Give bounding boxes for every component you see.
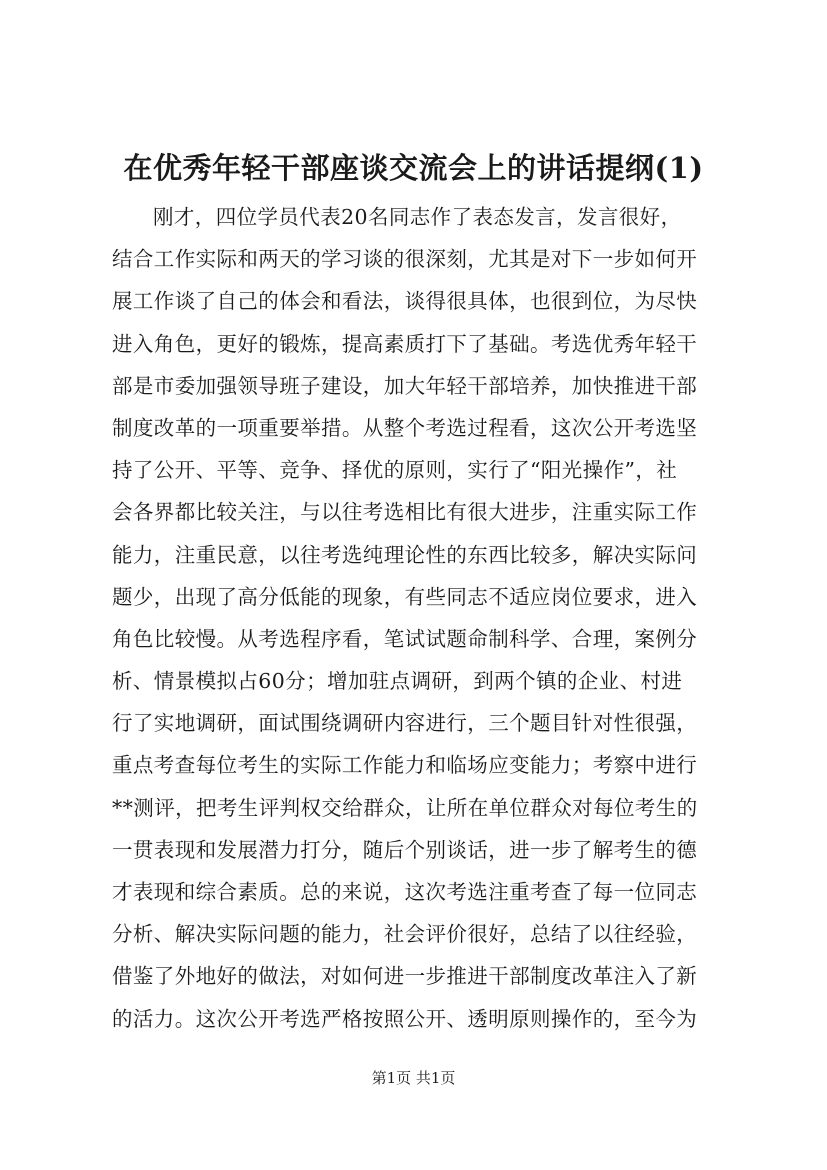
- body-line: 持了公开、平等、竞争、择优的原则，实行了“阳光操作”，社: [112, 458, 678, 483]
- body-line: 角色比较慢。从考选程序看，笔试试题命制科学、合理，案例分: [112, 626, 698, 651]
- body-line: 行了实地调研，面试围绕调研内容进行，三个题目针对性很强，: [112, 711, 698, 736]
- body-line: 分析、解决实际问题的能力，社会评价很好，总结了以往经验，: [112, 922, 698, 947]
- document-body: [112, 196, 720, 1040]
- body-line: 借鉴了外地好的做法，对如何进一步推进干部制度改革注入了新: [112, 964, 698, 989]
- body-line: 刚才，四位学员代表20名同志作了表态发言，发言很好，: [153, 205, 682, 229]
- body-line: **测评，把考生评判权交给群众，让所在单位群众对每位考生的: [112, 795, 698, 820]
- body-line: 能力，注重民意，以往考选纯理论性的东西比较多，解决实际问: [112, 542, 698, 567]
- body-line: 题少，出现了高分低能的现象，有些同志不适应岗位要求，进入: [112, 584, 698, 609]
- body-line: 制度改革的一项重要举措。从整个考选过程看，这次公开考选坚: [112, 415, 698, 440]
- body-line: 会各界都比较关注，与以往考选相比有很大进步，注重实际工作: [112, 500, 698, 525]
- body-line: 结合工作实际和两天的学习谈的很深刻，尤其是对下一步如何开: [112, 247, 698, 272]
- body-line: 进入角色，更好的锻炼，提高素质打下了基础。考选优秀年轻干: [112, 331, 698, 356]
- body-line: 一贯表现和发展潜力打分，随后个别谈话，进一步了解考生的德: [112, 837, 698, 862]
- body-line: 部是市委加强领导班子建设，加大年轻干部培养，加快推进干部: [112, 373, 698, 398]
- body-line: 的活力。这次公开考选严格按照公开、透明原则操作的，至今为: [112, 1006, 698, 1031]
- page-footer: 第1页 共1页: [371, 1069, 456, 1087]
- document-title: 在优秀年轻干部座谈交流会上的讲话提纲(1): [123, 151, 704, 185]
- body-line: 才表现和综合素质。总的来说，这次考选注重考查了每一位同志: [112, 880, 698, 904]
- body-line: 重点考查每位考生的实际工作能力和临场应变能力；考察中进行: [112, 753, 698, 778]
- body-line: 析、情景模拟占60分；增加驻点调研，到两个镇的企业、村进: [112, 669, 683, 694]
- body-line: 展工作谈了自己的体会和看法，谈得很具体，也很到位，为尽快: [112, 289, 698, 314]
